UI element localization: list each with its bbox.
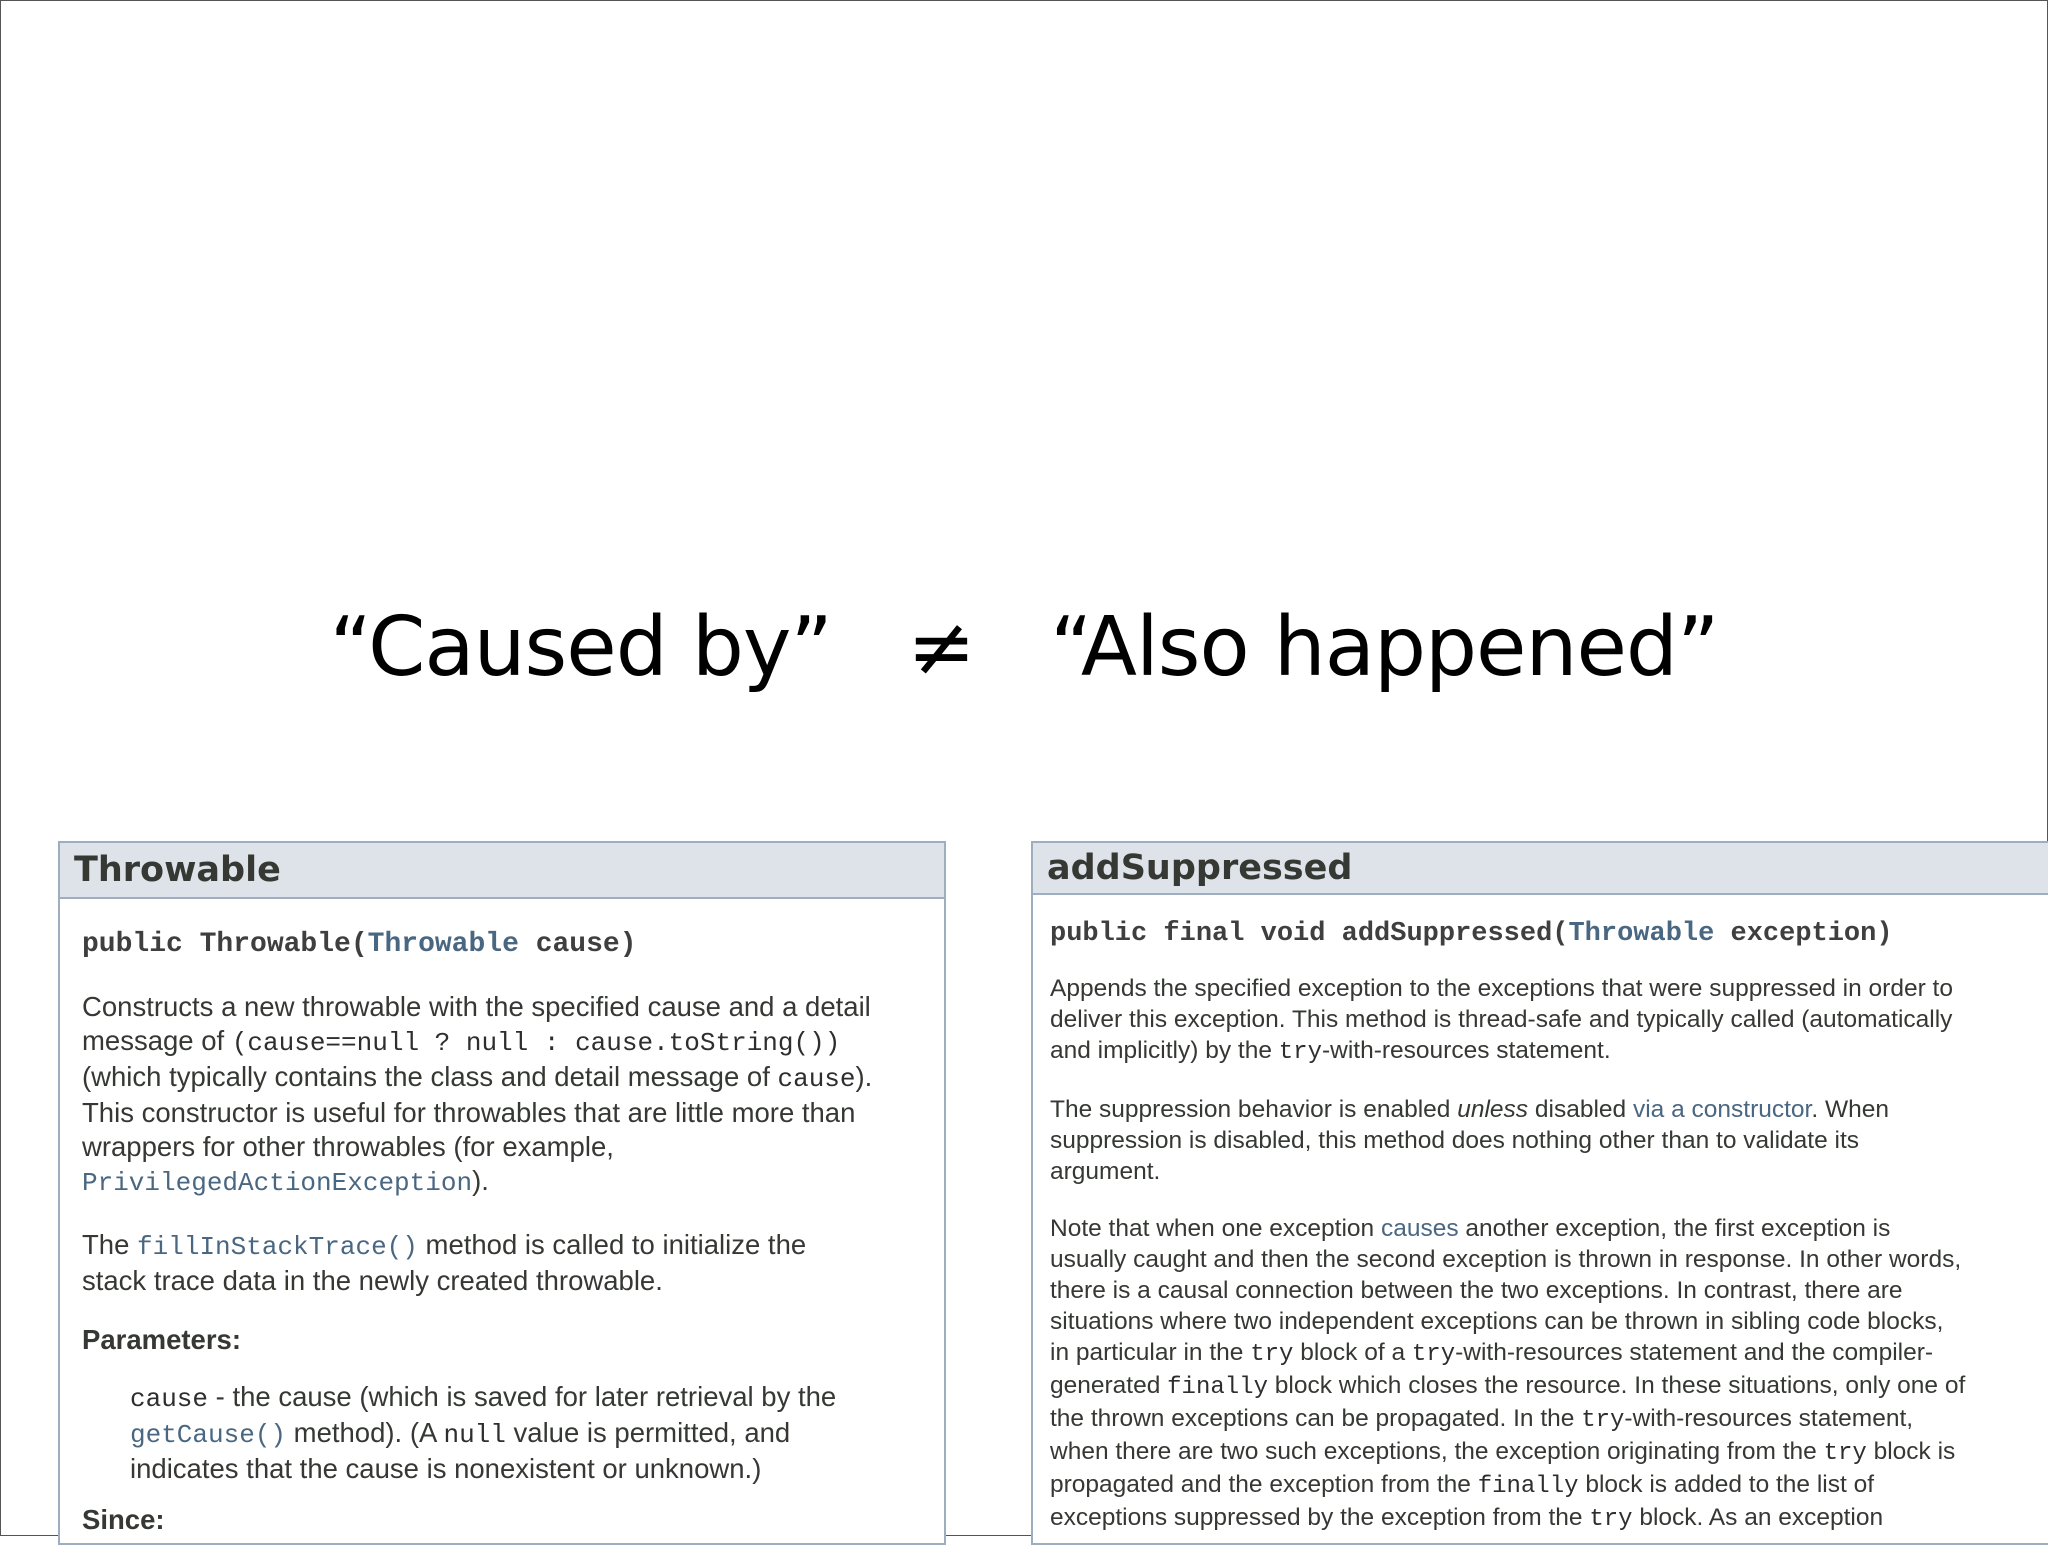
signature-prefix: public final void addSuppressed( bbox=[1050, 919, 1569, 949]
causal-vs-suppressed-note bbox=[1050, 1213, 2048, 1535]
desc-line: there is a causal connection between the two exceptions. In contrast, there are bbox=[1050, 1277, 1903, 1304]
desc-text: ). bbox=[472, 1165, 489, 1196]
try-code: try bbox=[1823, 1440, 1867, 1467]
desc-line: argument. bbox=[1050, 1158, 1161, 1185]
desc-text: block is bbox=[1866, 1438, 1956, 1465]
constructor-signature bbox=[82, 929, 944, 960]
desc-text: and implicitly) by the bbox=[1050, 1037, 1279, 1064]
desc-line bbox=[82, 1164, 944, 1200]
try-code: try bbox=[1581, 1407, 1625, 1434]
desc-text: propagated and the exception from the bbox=[1050, 1471, 1478, 1498]
desc-line: wrappers for other throwables (for example, bbox=[82, 1131, 614, 1162]
try-code: try bbox=[1589, 1506, 1633, 1533]
panel-title-throwable: Throwable bbox=[60, 843, 944, 899]
desc-text: the thrown exceptions can be propagated. In the bbox=[1050, 1405, 1582, 1432]
param-line: indicates that the cause is nonexistent or unknown.) bbox=[130, 1453, 762, 1484]
desc-line bbox=[1050, 1436, 2048, 1469]
fill-in-stack-trace-note bbox=[82, 1228, 944, 1298]
desc-text: another exception, the first exception is bbox=[1458, 1215, 1891, 1242]
desc-text: disabled bbox=[1528, 1096, 1633, 1123]
param-text: - the cause (which is saved for later retrieval by the bbox=[208, 1381, 837, 1412]
desc-text: -with-resources statement. bbox=[1321, 1037, 1611, 1064]
add-suppressed-doc-panel bbox=[1031, 841, 2048, 1545]
desc-line: Appends the specified exception to the exceptions that were suppressed in order to bbox=[1050, 975, 1953, 1002]
finally-code: finally bbox=[1477, 1473, 1579, 1500]
desc-line bbox=[1050, 1094, 2048, 1125]
panel-title-add-suppressed: addSuppressed bbox=[1033, 843, 2048, 895]
since-label: Since: bbox=[82, 1504, 165, 1535]
param-text: value is permitted, and bbox=[505, 1417, 791, 1448]
desc-text: . When bbox=[1811, 1096, 1889, 1123]
causes-link[interactable]: causes bbox=[1380, 1215, 1459, 1242]
parameters-label: Parameters: bbox=[82, 1324, 241, 1355]
desc-line: suppression is disabled, this method does nothing other than to validate its bbox=[1050, 1127, 1860, 1154]
desc-text: Note that when one exception bbox=[1050, 1215, 1381, 1242]
add-suppressed-doc-body bbox=[1033, 919, 2048, 1535]
desc-text: block of a bbox=[1293, 1339, 1412, 1366]
desc-text: The bbox=[82, 1229, 138, 1260]
desc-line bbox=[1050, 1502, 2048, 1535]
desc-line bbox=[82, 1060, 944, 1096]
desc-line bbox=[82, 1228, 944, 1264]
desc-text: -with-resources statement, bbox=[1624, 1405, 1914, 1432]
desc-text: in particular in the bbox=[1050, 1339, 1251, 1366]
method-signature bbox=[1050, 919, 2048, 949]
desc-text: ). bbox=[855, 1061, 873, 1092]
desc-line bbox=[1050, 1337, 2048, 1370]
unless-emphasis: unless bbox=[1457, 1096, 1529, 1123]
throwable-doc-panel bbox=[58, 841, 946, 1545]
desc-line bbox=[1050, 1469, 2048, 1502]
null-code: null bbox=[443, 1420, 506, 1450]
desc-text: block. As an exception bbox=[1632, 1504, 1884, 1531]
desc-line bbox=[1050, 1213, 2048, 1244]
desc-line: stack trace data in the newly created throwable. bbox=[82, 1265, 663, 1296]
param-text: method). (A bbox=[286, 1417, 444, 1448]
cause-code: cause bbox=[777, 1064, 856, 1094]
via-a-constructor-link[interactable]: via a constructor bbox=[1632, 1096, 1812, 1123]
throwable-type-link[interactable]: Throwable bbox=[1568, 919, 1715, 949]
signature-suffix: cause) bbox=[518, 929, 637, 960]
try-code: try bbox=[1250, 1341, 1294, 1368]
desc-line bbox=[1050, 1403, 2048, 1436]
slide-title: “Caused by” ≠ “Also happened” bbox=[329, 600, 1719, 695]
desc-text: -with-resources statement and the compiler- bbox=[1455, 1339, 1934, 1366]
method-description bbox=[1050, 973, 2048, 1068]
constructor-description bbox=[82, 990, 944, 1200]
desc-text: when there are two such exceptions, the exception originating from the bbox=[1050, 1438, 1824, 1465]
signature-prefix: public Throwable( bbox=[82, 929, 368, 960]
desc-text: (which typically contains the class and detail message of bbox=[82, 1061, 778, 1092]
cause-expression-code: (cause==null ? null : cause.toString()) bbox=[231, 1028, 841, 1058]
try-code: try bbox=[1411, 1341, 1456, 1368]
desc-text: exceptions suppressed by the exception from the bbox=[1050, 1504, 1590, 1531]
suppression-behavior-note bbox=[1050, 1094, 2048, 1187]
desc-line: Constructs a new throwable with the specified cause and a detail bbox=[82, 991, 871, 1022]
param-name-code: cause bbox=[130, 1384, 209, 1414]
finally-code: finally bbox=[1167, 1374, 1268, 1401]
param-line bbox=[130, 1380, 944, 1416]
param-cause-description bbox=[82, 1380, 944, 1486]
signature-suffix: exception) bbox=[1714, 919, 1893, 949]
desc-line bbox=[1050, 1370, 2048, 1403]
fill-in-stack-trace-link[interactable]: fillInStackTrace() bbox=[137, 1232, 418, 1262]
throwable-type-link[interactable]: Throwable bbox=[367, 929, 519, 960]
desc-line: usually caught and then the second exception is thrown in response. In other words, bbox=[1050, 1246, 1962, 1273]
desc-line: deliver this exception. This method is thread-safe and typically called (automatically bbox=[1050, 1006, 1953, 1033]
desc-text: method is called to initialize the bbox=[417, 1229, 807, 1260]
throwable-doc-body bbox=[60, 929, 944, 1536]
desc-line: situations where two independent exceptions can be thrown in sibling code blocks, bbox=[1050, 1308, 1944, 1335]
desc-text: generated bbox=[1050, 1372, 1168, 1399]
desc-text: block which closes the resource. In these situations, only one of bbox=[1267, 1372, 1966, 1399]
desc-line: This constructor is useful for throwables that are little more than bbox=[82, 1097, 856, 1128]
privileged-action-exception-link[interactable]: PrivilegedActionException bbox=[82, 1168, 473, 1198]
get-cause-link[interactable]: getCause() bbox=[130, 1420, 287, 1450]
desc-text: block is added to the list of bbox=[1578, 1471, 1875, 1498]
desc-line bbox=[1050, 1035, 2048, 1068]
desc-text: message of bbox=[82, 1025, 232, 1056]
param-line bbox=[130, 1416, 944, 1452]
try-code: try bbox=[1278, 1039, 1322, 1066]
desc-text: The suppression behavior is enabled bbox=[1050, 1096, 1458, 1123]
desc-line bbox=[82, 1024, 944, 1060]
